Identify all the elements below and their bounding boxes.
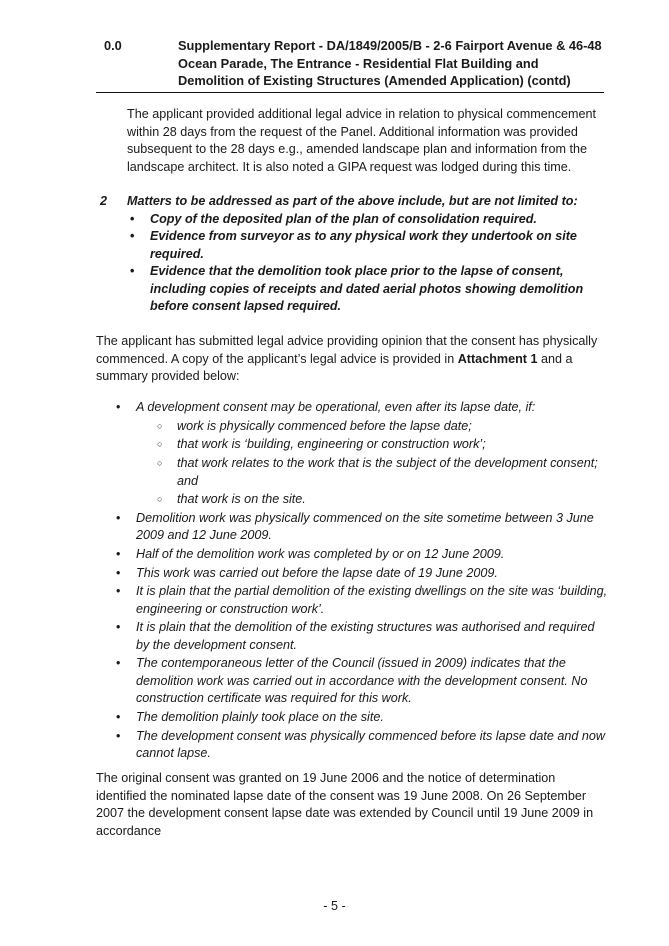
list-item: • It is plain that the partial demolition of the existing dwellings on the site was ‘building, engineering or construction work’. (96, 583, 608, 618)
sub-list-item: ○ that work is on the site. (136, 491, 608, 509)
section-number: 0.0 (104, 38, 122, 53)
sub-list-item: ○ work is physically commenced before the lapse date; (136, 418, 608, 436)
legal-advice-text-before: The applicant has submitted legal advice providing opinion that the consent has physically commenced. A copy of the applicant’s legal advice is provided in (96, 334, 598, 366)
list-item: • Evidence from surveyor as to any physical work they undertook on site required. (127, 228, 608, 263)
list-item: • The contemporaneous letter of the Council (issued in 2009) indicates that the demolition work was carried out in accordance with the development consent. No construction certificate was required for this work. (96, 655, 608, 708)
list-item: • Copy of the deposited plan of the plan of consolidation required. (127, 211, 608, 229)
list-item (96, 399, 608, 509)
attachment-reference: Attachment 1 (457, 351, 538, 366)
sub-list (136, 418, 608, 509)
legal-advice-paragraph (96, 333, 608, 386)
list-item: • Demolition work was physically commenced on the site sometime between 3 June 2009 and 12 June 2009. (96, 510, 608, 545)
item-2-list (127, 211, 608, 316)
list-item: • The development consent was physically commenced before its lapse date and now cannot lapse. (96, 728, 608, 763)
list-item: • Half of the demolition work was completed by or on 12 June 2009. (96, 546, 608, 564)
item-2-heading: Matters to be addressed as part of the above include, but are not limited to: (127, 194, 578, 208)
list-item: • This work was carried out before the lapse date of 19 June 2009. (96, 565, 608, 583)
item-2 (96, 193, 608, 316)
intro-text: The applicant provided additional legal advice in relation to physical commencement within 28 days from the request of the Panel. Additional information was provided subsequent to the 28 days e.g., amended landscape plan and information from the landscape architect. It is also noted a GIPA request was lodged during this time. (127, 107, 597, 174)
list-item: • Evidence that the demolition took place prior to the lapse of consent, including copies of receipts and dated aerial photos showing demolition before consent lapsed required. (127, 263, 608, 316)
sub-list-item: ○ that work relates to the work that is the subject of the development consent; and (136, 455, 608, 490)
summary-list (96, 399, 608, 764)
list-item-text: A development consent may be operational, even after its lapse date, if: (136, 400, 536, 414)
list-item: • It is plain that the demolition of the existing structures was authorised and required by the development consent. (96, 619, 608, 654)
original-consent-text: The original consent was granted on 19 June 2006 and the notice of determination identified the nominated lapse date of the consent was 19 June 2008. On 26 September 2007 the development consent lapse date was extended by Council until 19 June 2009 in accordance (96, 771, 594, 838)
item-2-number: 2 (100, 194, 108, 208)
sub-list-item: ○ that work is ‘building, engineering or construction work’; (136, 436, 608, 454)
original-consent-paragraph (96, 770, 608, 840)
list-item: • The demolition plainly took place on the site. (96, 709, 608, 727)
legal-advice-text (96, 333, 608, 386)
legal-advice-text-after: and a summary provided below: (96, 351, 573, 383)
report-header (96, 37, 604, 93)
page-number: - 5 - (323, 899, 346, 913)
report-title: Supplementary Report - DA/1849/2005/B - 2-6 Fairport Avenue & 46-48 Ocean Parade, The Entrance - Residential Flat Building and Demolition of Existing Structures (Amended Application) (contd) (178, 38, 602, 89)
intro-paragraph (127, 106, 607, 176)
